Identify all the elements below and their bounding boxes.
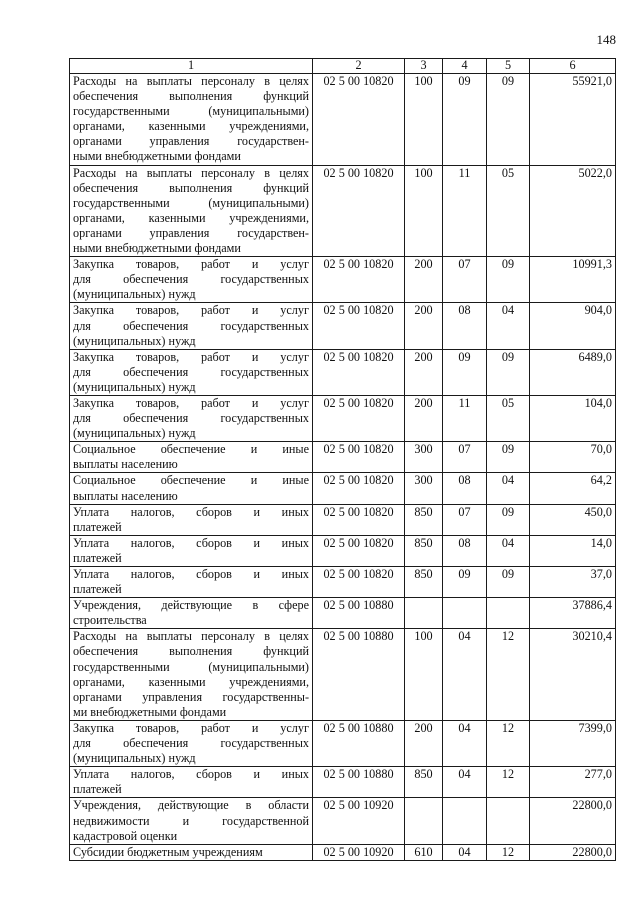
- row-subsection: 12: [487, 844, 530, 860]
- row-name-line: Уплата налогов, сборов и иных: [73, 567, 309, 581]
- row-expense-type: 200: [405, 720, 443, 766]
- row-expense-type: [405, 798, 443, 844]
- row-name: [70, 598, 313, 629]
- row-amount: 22800,0: [530, 844, 616, 860]
- table-row: [70, 303, 616, 349]
- row-section: [443, 598, 487, 629]
- row-name-line: для обеспечения государственных: [73, 318, 309, 333]
- row-section: 04: [443, 767, 487, 798]
- row-name: [70, 798, 313, 844]
- row-name-line: для обеспечения государственных: [73, 736, 309, 751]
- row-subsection: [487, 798, 530, 844]
- row-subsection: 05: [487, 165, 530, 257]
- row-name-line: органами управления государствен-: [73, 225, 309, 240]
- row-name-line: (муниципальных) нужд: [73, 333, 196, 348]
- row-name: [70, 767, 313, 798]
- row-expense-type: 100: [405, 74, 443, 166]
- row-expense-type: 100: [405, 165, 443, 257]
- row-code: 02 5 00 10820: [313, 567, 405, 598]
- header-col-2: 2: [313, 59, 405, 74]
- row-amount: 64,2: [530, 473, 616, 504]
- row-subsection: 09: [487, 567, 530, 598]
- row-name: [70, 74, 313, 166]
- row-name-line: Расходы на выплаты персоналу в целях: [73, 629, 309, 644]
- row-section: 04: [443, 629, 487, 721]
- row-expense-type: 850: [405, 567, 443, 598]
- row-amount: 6489,0: [530, 349, 616, 395]
- row-expense-type: 200: [405, 395, 443, 441]
- row-name-line: Социальное обеспечение и иные: [73, 473, 309, 488]
- row-subsection: 09: [487, 349, 530, 395]
- row-amount: 22800,0: [530, 798, 616, 844]
- row-name: [70, 844, 313, 860]
- row-code: 02 5 00 10820: [313, 257, 405, 303]
- row-subsection: 04: [487, 535, 530, 566]
- row-section: 09: [443, 74, 487, 166]
- row-name-line: обеспечения выполнения функций: [73, 644, 309, 659]
- row-expense-type: 200: [405, 303, 443, 349]
- row-name: [70, 165, 313, 257]
- row-name: [70, 567, 313, 598]
- row-expense-type: 850: [405, 504, 443, 535]
- row-name-line: Учреждения, действующие в сфере: [73, 598, 309, 613]
- table-row: [70, 395, 616, 441]
- row-name-line: Уплата налогов, сборов и иных: [73, 504, 309, 519]
- row-name-line: органами управления государствен-: [73, 134, 309, 149]
- row-name-line: Расходы на выплаты персоналу в целях: [73, 74, 309, 88]
- row-name-line: Закупка товаров, работ и услуг: [73, 257, 309, 272]
- row-name-line: кадастровой оценки: [73, 828, 178, 843]
- budget-table: [69, 58, 616, 861]
- row-name: [70, 629, 313, 721]
- row-name-line: органами, казенными учреждениями,: [73, 674, 309, 689]
- row-name-line: Уплата налогов, сборов и иных: [73, 535, 309, 550]
- row-subsection: 09: [487, 442, 530, 473]
- row-subsection: [487, 598, 530, 629]
- header-col-5: 5: [487, 59, 530, 74]
- row-name-line: платежей: [73, 550, 122, 565]
- table-row: [70, 567, 616, 598]
- row-section: 04: [443, 720, 487, 766]
- row-subsection: 09: [487, 257, 530, 303]
- row-expense-type: 200: [405, 349, 443, 395]
- row-code: 02 5 00 10820: [313, 395, 405, 441]
- row-name-line: Уплата налогов, сборов и иных: [73, 767, 309, 782]
- row-name: [70, 720, 313, 766]
- table-row: [70, 767, 616, 798]
- row-subsection: 09: [487, 504, 530, 535]
- page-number: 148: [596, 32, 616, 47]
- row-subsection: 09: [487, 74, 530, 166]
- table-row: [70, 720, 616, 766]
- table-row: [70, 442, 616, 473]
- header-col-4: 4: [443, 59, 487, 74]
- row-code: 02 5 00 10820: [313, 535, 405, 566]
- row-section: [443, 798, 487, 844]
- table-row: [70, 257, 616, 303]
- row-section: 04: [443, 844, 487, 860]
- header-col-3: 3: [405, 59, 443, 74]
- row-section: 11: [443, 165, 487, 257]
- table-row: [70, 165, 616, 257]
- row-expense-type: 300: [405, 442, 443, 473]
- row-name-line: государственными (муниципальными): [73, 195, 309, 210]
- row-expense-type: 850: [405, 767, 443, 798]
- row-code: 02 5 00 10820: [313, 504, 405, 535]
- row-amount: 55921,0: [530, 74, 616, 166]
- row-name-line: платежей: [73, 782, 122, 797]
- row-section: 09: [443, 349, 487, 395]
- row-code: 02 5 00 10880: [313, 629, 405, 721]
- row-name-line: органами, казенными учреждениями,: [73, 119, 309, 134]
- row-code: 02 5 00 10920: [313, 798, 405, 844]
- row-name-line: органами, казенными учреждениями,: [73, 210, 309, 225]
- row-amount: 104,0: [530, 395, 616, 441]
- row-name-line: Учреждения, действующие в области: [73, 798, 309, 813]
- table-row: [70, 535, 616, 566]
- row-name: [70, 395, 313, 441]
- row-name: [70, 473, 313, 504]
- table-row: [70, 798, 616, 844]
- row-amount: 5022,0: [530, 165, 616, 257]
- row-name-line: для обеспечения государственных: [73, 364, 309, 379]
- row-subsection: 04: [487, 473, 530, 504]
- header-col-6: 6: [530, 59, 616, 74]
- row-subsection: 05: [487, 395, 530, 441]
- row-amount: 904,0: [530, 303, 616, 349]
- row-code: 02 5 00 10820: [313, 473, 405, 504]
- row-code: 02 5 00 10880: [313, 598, 405, 629]
- row-name-line: (муниципальных) нужд: [73, 751, 196, 766]
- row-expense-type: 610: [405, 844, 443, 860]
- table-row: [70, 504, 616, 535]
- row-name-line: ными внебюджетными фондами: [73, 241, 241, 256]
- row-amount: 37,0: [530, 567, 616, 598]
- row-amount: 37886,4: [530, 598, 616, 629]
- row-code: 02 5 00 10820: [313, 442, 405, 473]
- row-name-line: платежей: [73, 582, 122, 597]
- row-name-line: для обеспечения государственных: [73, 411, 309, 426]
- row-name-line: государственными (муниципальными): [73, 659, 309, 674]
- row-section: 07: [443, 504, 487, 535]
- row-name-line: недвижимости и государственной: [73, 813, 309, 828]
- row-name-line: строительства: [73, 613, 147, 628]
- row-name-line: обеспечения выполнения функций: [73, 89, 309, 104]
- row-name-line: (муниципальных) нужд: [73, 379, 196, 394]
- row-name-line: Закупка товаров, работ и услуг: [73, 395, 309, 410]
- row-expense-type: 300: [405, 473, 443, 504]
- row-amount: 10991,3: [530, 257, 616, 303]
- row-section: 07: [443, 442, 487, 473]
- row-amount: 277,0: [530, 767, 616, 798]
- row-amount: 14,0: [530, 535, 616, 566]
- row-amount: 30210,4: [530, 629, 616, 721]
- row-name-line: ными внебюджетными фондами: [73, 149, 241, 164]
- row-name-line: государственными (муниципальными): [73, 104, 309, 119]
- row-code: 02 5 00 10880: [313, 720, 405, 766]
- row-name-line: Закупка товаров, работ и услуг: [73, 720, 309, 735]
- row-code: 02 5 00 10880: [313, 767, 405, 798]
- row-name-line: выплаты населению: [73, 488, 178, 503]
- table-row: [70, 629, 616, 721]
- table-row: [70, 844, 616, 860]
- row-code: 02 5 00 10820: [313, 74, 405, 166]
- row-name-line: Закупка товаров, работ и услуг: [73, 303, 309, 318]
- row-name: [70, 257, 313, 303]
- row-name-line: Расходы на выплаты персоналу в целях: [73, 165, 309, 180]
- row-name-line: (муниципальных) нужд: [73, 426, 196, 441]
- row-subsection: 12: [487, 629, 530, 721]
- header-row: [70, 59, 616, 74]
- row-section: 08: [443, 473, 487, 504]
- row-amount: 70,0: [530, 442, 616, 473]
- row-amount: 450,0: [530, 504, 616, 535]
- table-body: [70, 74, 616, 861]
- row-name-line: для обеспечения государственных: [73, 272, 309, 287]
- row-subsection: 04: [487, 303, 530, 349]
- row-section: 09: [443, 567, 487, 598]
- table-row: [70, 74, 616, 166]
- table-row: [70, 598, 616, 629]
- row-name-line: ми внебюджетными фондами: [73, 704, 227, 719]
- row-subsection: 12: [487, 767, 530, 798]
- row-subsection: 12: [487, 720, 530, 766]
- row-name: [70, 504, 313, 535]
- row-name-line: выплаты населению: [73, 457, 178, 472]
- row-name-line: органами управления государственны-: [73, 689, 309, 704]
- table-row: [70, 473, 616, 504]
- row-section: 08: [443, 535, 487, 566]
- row-code: 02 5 00 10820: [313, 303, 405, 349]
- row-name-line: платежей: [73, 519, 122, 534]
- row-expense-type: 850: [405, 535, 443, 566]
- row-code: 02 5 00 10920: [313, 844, 405, 860]
- row-section: 08: [443, 303, 487, 349]
- row-name-line: обеспечения выполнения функций: [73, 180, 309, 195]
- row-code: 02 5 00 10820: [313, 165, 405, 257]
- row-name-line: Закупка товаров, работ и услуг: [73, 349, 309, 364]
- row-expense-type: 100: [405, 629, 443, 721]
- row-name: [70, 442, 313, 473]
- row-amount: 7399,0: [530, 720, 616, 766]
- row-section: 11: [443, 395, 487, 441]
- row-name: [70, 303, 313, 349]
- row-code: 02 5 00 10820: [313, 349, 405, 395]
- row-name: [70, 535, 313, 566]
- row-expense-type: 200: [405, 257, 443, 303]
- table-row: [70, 349, 616, 395]
- row-name: [70, 349, 313, 395]
- row-expense-type: [405, 598, 443, 629]
- row-name-line: Субсидии бюджетным учреждениям: [73, 844, 263, 859]
- row-name-line: Социальное обеспечение и иные: [73, 442, 309, 457]
- header-col-1: 1: [70, 59, 313, 74]
- row-name-line: (муниципальных) нужд: [73, 287, 196, 302]
- row-section: 07: [443, 257, 487, 303]
